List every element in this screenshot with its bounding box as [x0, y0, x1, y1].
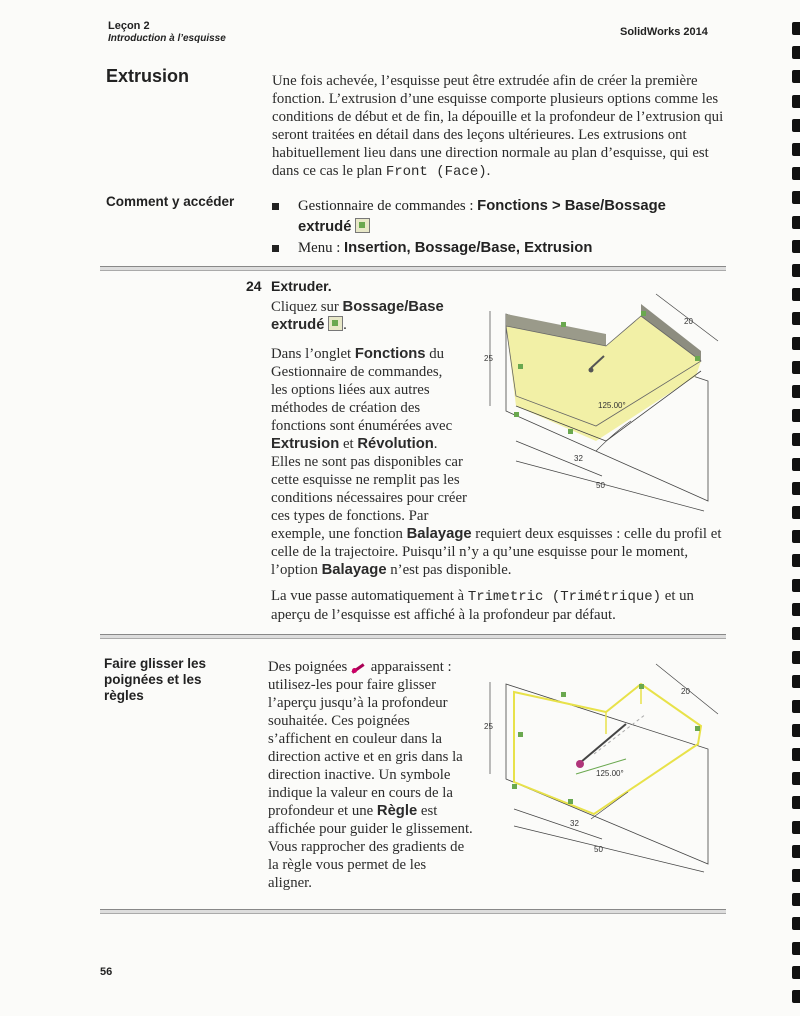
- binding-ring: [792, 627, 800, 640]
- drag-label: Faire glisser les poignées et les règles: [104, 656, 207, 703]
- relation-marker: [695, 726, 700, 731]
- dim-line-32: [516, 441, 602, 476]
- binding-ring: [792, 312, 800, 325]
- binding-ring: [792, 603, 800, 616]
- relation-marker: [568, 799, 573, 804]
- step-sweep-text: exemple, une fonction Balayage requiert deux esquisses : celle du profil et celle de la trajectoire. Puisqu’il n’y a qu’une esquisse pour le moment, l’option Balayage n’est pas disponible.: [271, 526, 722, 578]
- page-number: 56: [100, 966, 113, 978]
- drag-paragraph: Des poignées apparaissent : utilisez-les pour faire glisser l’aperçu jusqu’à la profondeur souhaitée. Ces poignées s’affichent en couleur dans la direction active et en gris dans la direction inactive. Un symbole indique la valeur en cours de la profondeur et une Règle est affichée pour guider le glissement. Vous rapprocher des gradients de la règle vous permet de les aligner.: [268, 659, 473, 891]
- relation-marker: [512, 784, 517, 789]
- binding-ring: [792, 554, 800, 567]
- binding-ring: [792, 530, 800, 543]
- binding-ring: [792, 264, 800, 277]
- relation-marker: [561, 692, 566, 697]
- binding-ring: [792, 748, 800, 761]
- drag-handle-icon: [351, 662, 367, 672]
- extruded-boss-icon: [328, 316, 343, 331]
- binding-ring: [792, 990, 800, 1003]
- binding-ring: [792, 70, 800, 83]
- section-title-extrusion: Extrusion: [106, 66, 190, 86]
- relation-marker: [518, 364, 523, 369]
- relation-marker: [561, 322, 566, 327]
- relation-marker: [695, 356, 700, 361]
- binding-ring: [792, 821, 800, 834]
- binding-ring: [792, 966, 800, 979]
- extrusion-paragraph: [272, 72, 734, 181]
- step-unavailable-text: Elles ne sont pas disponibles car cette esquisse ne remplit pas les conditions nécessaires pour créer ces types de fonctions. Par: [271, 454, 467, 524]
- binding-ring: [792, 893, 800, 906]
- relation-marker: [641, 311, 646, 316]
- binding-ring: [792, 482, 800, 495]
- access-item-menu: Menu : Insertion, Bossage/Base, Extrusion: [270, 238, 740, 259]
- extrusion-text: Une fois achevée, l’esquisse peut être extrudée afin de créer la première fonction. L’extrusion d’une esquisse comporte plusieurs options comme les conditions de début et de fin, la dépouille et la profondeur de l’extrusion qui seront traitées en détail dans des leçons ultérieures. Les extrusions ont habituellement lieu dans une direction normale au plan d’esquisse, qui est dans ce cas le plan: [272, 73, 724, 179]
- dim-32-label: 32: [570, 819, 579, 828]
- dim-20-label: 20: [681, 687, 690, 696]
- handle-point: [576, 760, 584, 768]
- binding-ring: [792, 337, 800, 350]
- binding-ring: [792, 22, 800, 35]
- access-label: Comment y accéder: [106, 194, 235, 209]
- dim-angle-label: 125.00°: [596, 769, 624, 778]
- relation-marker: [568, 429, 573, 434]
- binding-ring: [792, 675, 800, 688]
- binding-ring: [792, 772, 800, 785]
- dim-50-label: 50: [594, 845, 603, 854]
- dim-25-label: 25: [484, 722, 493, 731]
- extrude-preview-figure: [476, 286, 726, 521]
- binding-ring: [792, 191, 800, 204]
- divider: [100, 909, 726, 914]
- binding-ring: [792, 942, 800, 955]
- binding-ring: [792, 724, 800, 737]
- step-click-text: Cliquez sur Bossage/Base extrudé .: [271, 299, 444, 333]
- relation-marker: [639, 684, 644, 689]
- binding-ring: [792, 651, 800, 664]
- step-view-text: La vue passe automatiquement à Trimetric (Trimétrique) et un aperçu de l’esquisse est affiché à la profondeur par défaut.: [271, 588, 694, 623]
- dim-25-label: 25: [484, 354, 493, 363]
- bullet-square-icon: [272, 245, 279, 252]
- bullet-square-icon: [272, 203, 279, 210]
- ruler-line: [594, 714, 646, 754]
- binding-ring: [792, 240, 800, 253]
- binding-ring: [792, 433, 800, 446]
- access-list: [270, 196, 740, 259]
- binding-ring: [792, 119, 800, 132]
- binding-ring: [792, 409, 800, 422]
- angle-arc: [591, 792, 628, 819]
- binding-ring: [792, 143, 800, 156]
- step-number: 24: [246, 278, 262, 294]
- step-title: Extruder.: [271, 278, 332, 294]
- binding-ring: [792, 700, 800, 713]
- relation-marker: [514, 412, 519, 417]
- binding-ring: [792, 458, 800, 471]
- relation-marker: [518, 732, 523, 737]
- lesson-number: Leçon 2: [108, 20, 150, 32]
- lesson-subtitle: Introduction à l’esquisse: [108, 33, 226, 44]
- extrusion-period: .: [486, 163, 491, 179]
- divider: [100, 634, 726, 639]
- dim-32-label: 32: [574, 454, 583, 463]
- handle-point: [589, 368, 594, 373]
- binding-ring: [792, 845, 800, 858]
- product-name: SolidWorks 2014: [620, 26, 708, 38]
- binding-ring: [792, 167, 800, 180]
- binding-ring: [792, 385, 800, 398]
- binding-ring: [792, 216, 800, 229]
- binding-ring: [792, 361, 800, 374]
- drag-handle: [581, 724, 626, 762]
- binding-ring: [792, 796, 800, 809]
- dim-20-label: 20: [684, 317, 693, 326]
- front-plane-name: Front (Face): [385, 164, 487, 180]
- extruded-boss-icon: [355, 218, 370, 233]
- binding-ring: [792, 869, 800, 882]
- binding-ring: [792, 506, 800, 519]
- binding-ring: [792, 288, 800, 301]
- dim-angle-label: 125.00°: [598, 401, 626, 410]
- drag-preview-figure: [476, 654, 726, 879]
- binding-ring: [792, 46, 800, 59]
- binding-ring: [792, 579, 800, 592]
- binding-ring: [792, 95, 800, 108]
- step-options-text: Dans l’onglet Fonctions du Gestionnaire de commandes, les options liées aux autres méthodes de création des fonctions sont énumérées avec Extrusion et Révolution.: [271, 346, 453, 452]
- dim-50-label: 50: [596, 481, 605, 490]
- access-item-commandmanager: Gestionnaire de commandes : Fonctions > Base/Bossage extrudé: [270, 196, 740, 238]
- divider: [100, 266, 726, 271]
- dim-line-50: [516, 461, 704, 511]
- dim-line-50: [514, 826, 704, 872]
- binding-ring: [792, 917, 800, 930]
